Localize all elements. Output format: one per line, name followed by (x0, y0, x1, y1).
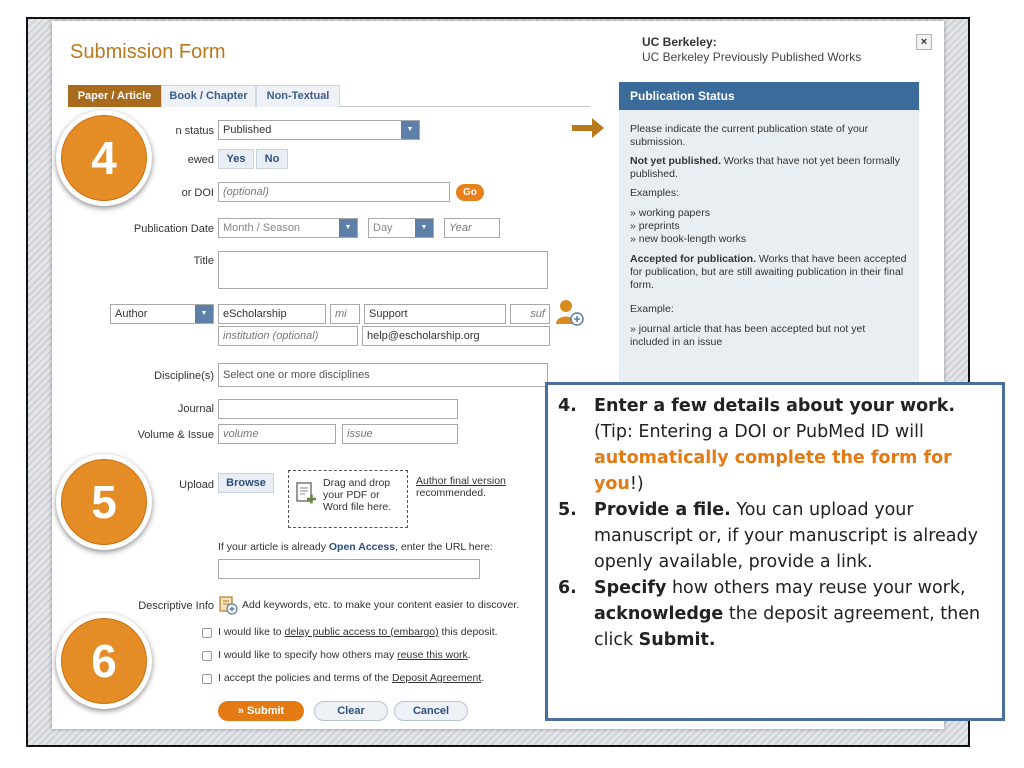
publication-status-select[interactable] (218, 120, 420, 140)
month-value: Month / Season (223, 222, 301, 234)
author-role-select[interactable] (110, 304, 214, 324)
institution-subtitle: UC Berkeley Previously Published Works (642, 50, 862, 64)
instruction-6-text-1: how others may reuse your work, (666, 578, 966, 598)
day-select[interactable] (368, 218, 434, 238)
reuse-pre: I would like to specify how others may (218, 649, 398, 661)
form-tabs (68, 85, 590, 107)
open-access-pre: If your article is already (218, 541, 329, 553)
doi-label: or DOI (181, 187, 214, 199)
chevron-down-icon: ▼ (339, 219, 357, 237)
instruction-6-bold-2: acknowledge (594, 604, 724, 624)
author-suffix-input[interactable]: suf (510, 304, 550, 324)
year-input[interactable]: Year (444, 218, 500, 238)
instruction-6-bold-1: Specify (594, 578, 667, 598)
instruction-5-text: You can upload your manuscript or, if your manuscript is already openly available, provide a link. (594, 500, 978, 572)
month-select[interactable] (218, 218, 358, 238)
embargo-text (218, 626, 498, 638)
instruction-5-bold: Provide a file. (594, 500, 731, 520)
instruction-6-bold-3: Submit. (638, 630, 716, 650)
author-email-input[interactable]: help@escholarship.org (362, 326, 550, 346)
step-4-circle: 4 (56, 110, 152, 206)
descriptive-info-text: Add keywords, etc. to make your content easier to discover. (242, 599, 520, 611)
instruction-item-6 (558, 575, 994, 653)
instruction-item-4 (558, 393, 994, 497)
publication-status-heading: Publication Status (619, 82, 919, 110)
embargo-pre: I would like to (218, 626, 285, 638)
not-yet-text: Works that have not yet been formally published. (630, 155, 900, 180)
instruction-6-text-2: the deposit agreement, then click (594, 604, 981, 650)
author-institution-input[interactable]: institution (optional) (218, 326, 358, 346)
instruction-number-5: 5. (558, 500, 577, 520)
instruction-4-text: (Tip: Entering a DOI or PubMed ID will (594, 422, 924, 442)
step-6-circle: 6 (56, 613, 152, 709)
chevron-down-icon: ▼ (195, 305, 213, 323)
instruction-number-4: 4. (558, 396, 577, 416)
reuse-checkbox[interactable] (202, 651, 212, 661)
author-role-value: Author (115, 308, 148, 320)
open-access-link[interactable]: Open Access (328, 541, 396, 553)
recommended-text: recommended. (416, 487, 487, 499)
journal-label: Journal (177, 403, 214, 415)
embargo-post: this deposit. (438, 626, 498, 638)
open-access-post: , enter the URL here: (395, 541, 493, 553)
status-example-2: » preprints (630, 220, 680, 232)
close-button[interactable] (916, 34, 932, 50)
form-title: Submission Form (70, 41, 226, 63)
tab-non-textual[interactable]: Non-Textual (256, 85, 340, 107)
chevron-down-icon: ▼ (415, 219, 433, 237)
instruction-body-6 (594, 575, 994, 653)
status-not-yet-published (630, 155, 910, 181)
instruction-item-5 (558, 497, 994, 575)
instruction-4-highlight: automatically complete the form for you (594, 448, 952, 494)
status-accepted (630, 253, 910, 292)
instruction-number-6: 6. (558, 578, 577, 598)
journal-input[interactable] (218, 399, 458, 419)
accepted-bold: Accepted for publication. (630, 253, 757, 265)
author-first-name-input[interactable]: eScholarship (218, 304, 326, 324)
status-examples-label: Examples: (630, 187, 680, 199)
reuse-text (218, 649, 471, 661)
issue-input[interactable]: issue (342, 424, 458, 444)
publication-status-value: Published (223, 124, 272, 136)
add-keywords-icon[interactable] (218, 593, 238, 615)
agree-post: . (481, 672, 485, 684)
agreement-checkbox[interactable] (202, 674, 212, 684)
author-last-name-input[interactable]: Support (364, 304, 506, 324)
status-example-item: » journal article that has been accepted but not yet included in an issue (630, 323, 866, 348)
instruction-4-end: !) (629, 474, 644, 494)
volume-input[interactable]: volume (218, 424, 336, 444)
instructions-callout (545, 382, 1005, 721)
peer-reviewed-no-button[interactable]: No (256, 149, 288, 169)
embargo-checkbox[interactable] (202, 628, 212, 638)
not-yet-bold: Not yet published. (630, 155, 722, 167)
peer-reviewed-yes-button[interactable]: Yes (218, 149, 254, 169)
disciplines-input[interactable]: Select one or more disciplines (218, 363, 548, 387)
institution-name: UC Berkeley: (642, 35, 717, 49)
instruction-4-bold: Enter a few details about your work. (594, 396, 956, 416)
submit-button[interactable]: » Submit (218, 701, 304, 721)
embargo-link[interactable]: delay public access to (embargo) (284, 626, 439, 638)
step-5-circle: 5 (56, 454, 152, 550)
open-access-url-input[interactable] (218, 559, 480, 579)
reuse-link[interactable]: reuse this work (397, 649, 468, 661)
status-example-label: Example: (630, 303, 674, 315)
chevron-down-icon: ▼ (401, 121, 419, 139)
status-example-1: » working papers (630, 207, 710, 219)
author-final-version-link[interactable]: Author final version (416, 475, 506, 487)
publication-date-label: Publication Date (133, 223, 214, 235)
doi-input[interactable]: (optional) (218, 182, 450, 202)
arrow-right-icon (570, 116, 606, 140)
agreement-text (218, 672, 484, 684)
title-input[interactable] (218, 251, 548, 289)
doi-go-button[interactable]: Go (456, 184, 484, 201)
peer-reviewed-label: ewed (187, 154, 214, 166)
instruction-body-4 (594, 393, 994, 497)
disciplines-label: Discipline(s) (154, 370, 214, 382)
tab-paper-article[interactable]: Paper / Article (68, 85, 161, 107)
author-middle-initial-input[interactable]: mi (330, 304, 360, 324)
title-label: Title (193, 255, 214, 267)
agree-pre: I accept the policies and terms of the (218, 672, 392, 684)
clear-button[interactable]: Clear (314, 701, 388, 721)
reuse-post: . (467, 649, 471, 661)
accepted-text: Works that have been accepted for publication, but are still awaiting publication in their final form. (630, 253, 907, 291)
descriptive-info-label: Descriptive Info (138, 600, 214, 612)
instruction-body-5 (594, 497, 994, 575)
open-access-text (218, 541, 493, 553)
cancel-button[interactable]: Cancel (394, 701, 468, 721)
volume-issue-label: Volume & Issue (137, 429, 214, 441)
day-value: Day (373, 222, 393, 234)
upload-hint (416, 475, 506, 499)
dropzone-text: Drag and drop your PDF or Word file here. (323, 477, 392, 513)
browse-button[interactable]: Browse (218, 473, 274, 493)
file-dropzone[interactable] (288, 470, 408, 528)
close-icon: × (920, 36, 928, 48)
add-author-icon[interactable] (554, 298, 584, 326)
status-example-3: » new book-length works (630, 233, 747, 245)
publication-status-label: n status (175, 125, 214, 137)
upload-label: Upload (179, 479, 214, 491)
upload-file-icon (295, 481, 317, 507)
tab-book-chapter[interactable]: Book / Chapter (161, 85, 256, 107)
deposit-agreement-link[interactable]: Deposit Agreement (391, 672, 482, 684)
status-intro: Please indicate the current publication state of your submission. (630, 123, 869, 148)
